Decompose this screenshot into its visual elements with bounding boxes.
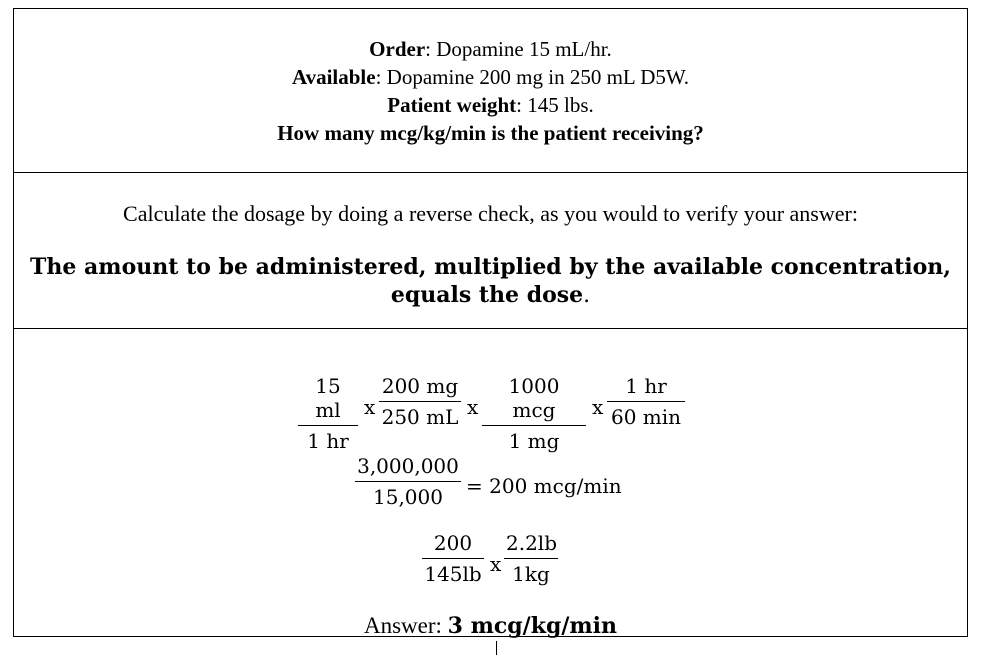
order-line xyxy=(14,37,967,61)
answer-value: 3 mcg/kg/min xyxy=(447,613,618,639)
fraction-concentration: 200 mg 250 mL xyxy=(379,374,461,429)
times-sign: x xyxy=(490,552,502,576)
equals-result: = 200 mcg/min xyxy=(466,474,622,498)
order-text: : Dopamine 15 mL/hr. xyxy=(425,37,612,61)
times-sign: x xyxy=(364,395,376,419)
fraction-mg-to-mcg: 1000 mcg 1 mg xyxy=(482,374,586,453)
available-text: : Dopamine 200 mg in 250 mL D5W. xyxy=(375,65,690,89)
rule-bold: The amount to be administered, multiplied by the available concentration, equals the dose xyxy=(30,254,951,308)
instruction-text: Calculate the dosage by doing a reverse check, as you would to verify your answer: xyxy=(123,201,858,226)
problem-table xyxy=(13,8,968,637)
weight-line xyxy=(14,93,967,117)
weight-label: Patient weight xyxy=(387,93,517,117)
order-label: Order xyxy=(369,37,426,61)
answer-label: Answer: xyxy=(363,613,448,638)
question-cell xyxy=(14,9,967,173)
rule-text xyxy=(14,253,967,310)
rule-period: . xyxy=(583,283,591,308)
fraction-rate: 15 ml 1 hr xyxy=(298,374,358,453)
available-label: Available xyxy=(291,65,376,89)
text-cursor xyxy=(496,641,497,655)
instructions-cell xyxy=(14,173,967,329)
times-sign: x xyxy=(592,395,604,419)
answer-line xyxy=(14,613,967,639)
fraction-result: 3,000,000 15,000 xyxy=(355,454,461,509)
fraction-hr-to-min: 1 hr 60 min xyxy=(607,374,685,429)
fraction-weight: 200 145lb xyxy=(422,531,484,586)
fraction-lb-to-kg: 2.2lb 1kg xyxy=(506,531,558,586)
calculation-cell xyxy=(14,329,967,638)
question-prompt: How many mcg/kg/min is the patient receiving? xyxy=(277,121,704,145)
weight-text: : 145 lbs. xyxy=(516,93,594,117)
times-sign: x xyxy=(467,395,479,419)
available-line xyxy=(14,65,967,89)
